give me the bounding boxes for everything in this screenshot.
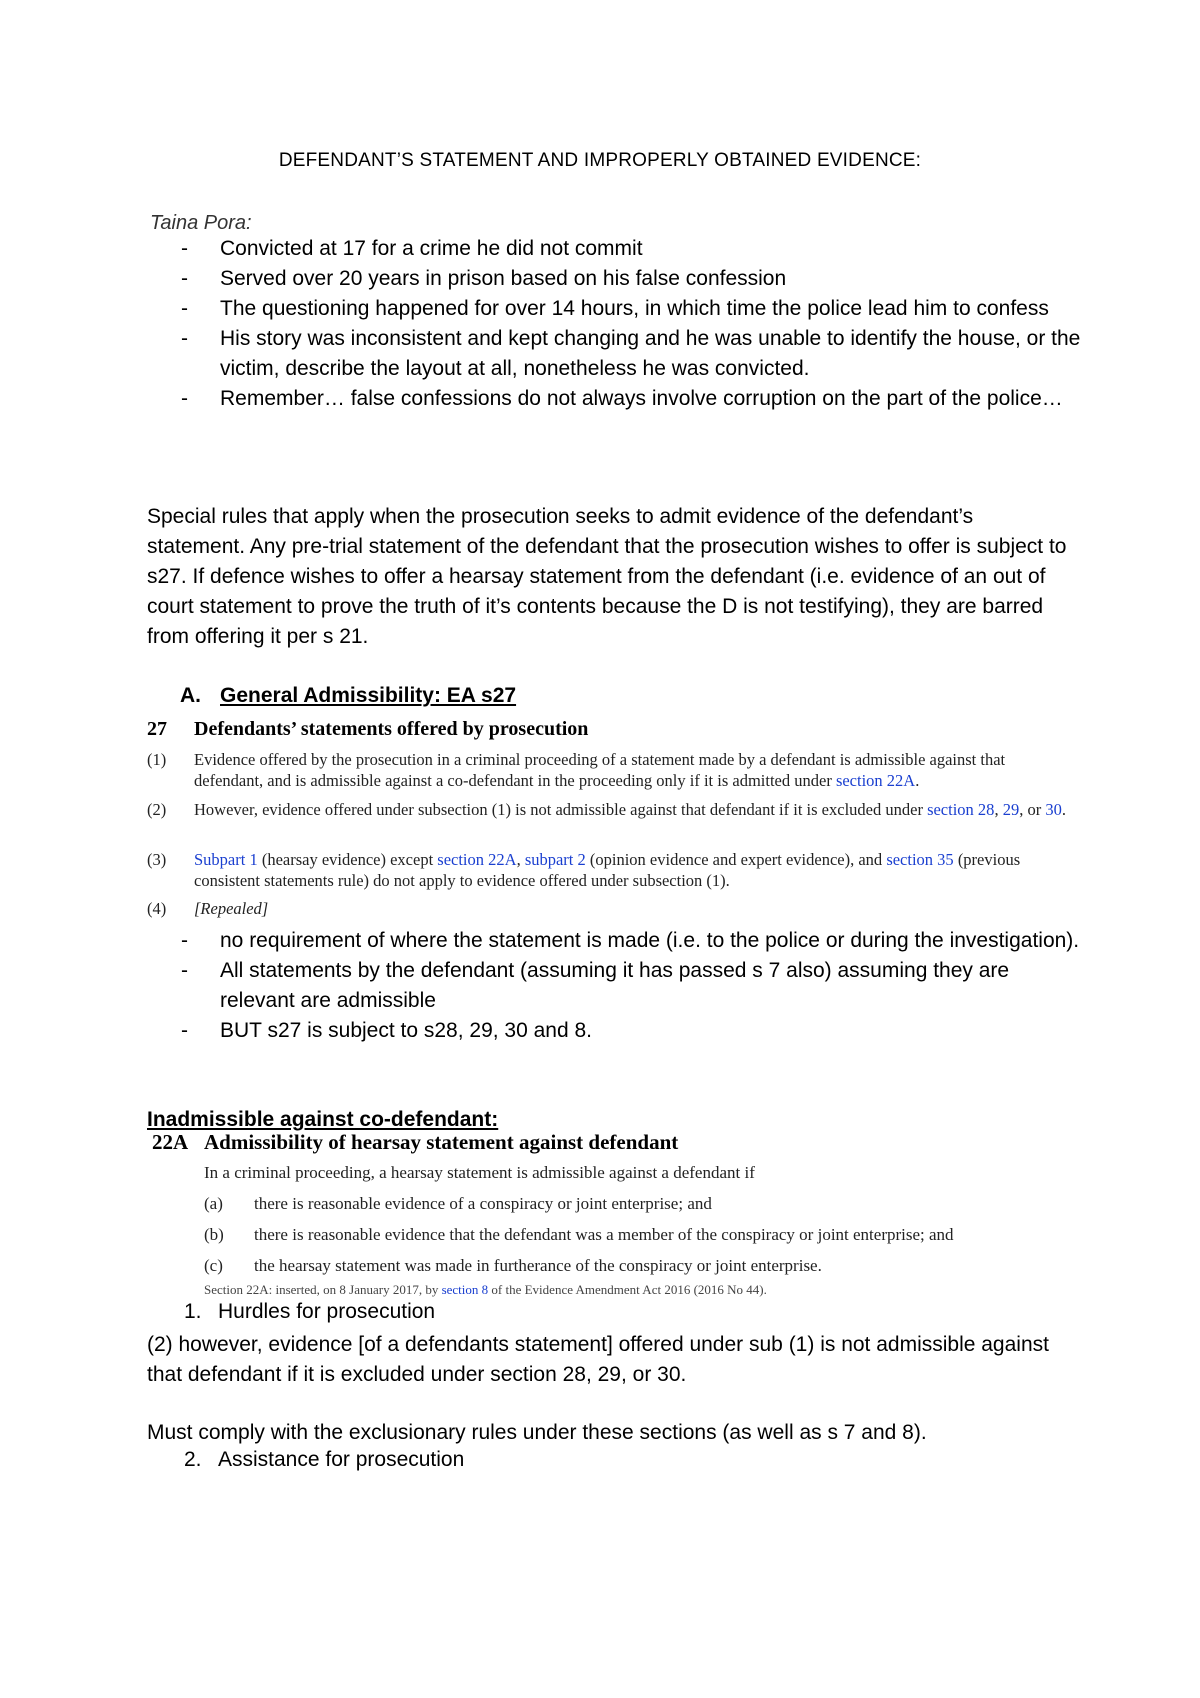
assistance-heading: 2. Assistance for prosecution [184, 1448, 465, 1471]
section-28-link[interactable]: section 28 [927, 800, 995, 819]
page-title: DEFENDANT’S STATEMENT AND IMPROPERLY OBTAINED EVIDENCE: [278, 150, 922, 171]
section-29-link[interactable]: 29 [1002, 800, 1020, 819]
document-page: DEFENDANT’S STATEMENT AND IMPROPERLY OBTAINED EVIDENCE: Taina Pora: - Convicted at 17 for a crime he did not commit - Served over 20 years in prison based on his false confession - The questioning happened for over 14 hours, in which time the police lead him to confess - His story was inconsistent and kept changing and he was unable to identify the house, or the victim, describe the layout at all, nonetheless he was convicted. - Remember… false confessions do not always involve corruption on the part of the police… Special rules that apply when the prosecution seeks to admit evidence of the defendant’s statement. Any pre-trial statement of the defendant that the prosecution wishes to offer is subject to s27. If defence wishes to offer a hearsay statement from the defendant (i.e. evidence of an out of court statement to prove the truth of it’s contents because the D is not testifying), they are barred from offering it per s 21. A. General Admissibility: EA s27 27 Defendants’ statements offered by prosecution (1) Evidence offered by the prosecution in a criminal proceeding of a statement made by a defendant is admissible against that defendant, and is admissible against a co-defendant in the proceeding only if it is admitted under section 22A. (2) However, evidence offered under subsection (1) is not admissible against that defendant if it is excluded under section 28, 29, or 30. (3) Subpart 1 (hearsay evidence) except section 22A, subpart 2 (opinion evidence and expert evidence), and section 35 (previous consistent statements rule) do not apply to evidence offered under subsection (1). (4) [Repealed] - no requirement of where the statement is made (i.e. to the police or during the investigation). - All statements by the defendant (assuming it has passed s 7 also) assuming they are relevant are admissible - BUT s27 is subject to s28, 29, 30 and 8. Inadmissible against co-defendant: 22A Admissibility of hearsay statement against defendant In a criminal proceeding, a hearsay statement is admissible against a defendant if (a) there is reasonable evidence of a conspiracy or joint enterprise; and (b) there is reasonable evidence that the defendant was a member of the conspiracy or joint enterprise; and (c) the hearsay statement was made in furtherance of the conspiracy or joint enterprise. Section 22A: inserted, on 8 January 2017, by section 8 of the Evidence Amendment Act 2016 (2016 No 44). 1. Hurdles for prosecution (2) however, evidence [of a defendants statement] offered under sub (1) is not admissible against that defendant if it is excluded under section 28, 29, or 30. Must comply with the exclusionary rules under these sections (as well as s 7 and 8). 2. Assistance for prosecution [0, 0, 1200, 1698]
section-label: General Admissibility: EA s27 [220, 684, 517, 707]
list-item: - no requirement of where the statement is made (i.e. to the police or during the investigation). [181, 929, 1080, 952]
s22a-item-c: (c) the hearsay statement was made in furtherance of the conspiracy or joint enterprise. [204, 1256, 822, 1275]
codefendant-heading: Inadmissible against co-defendant: [147, 1108, 499, 1131]
hurdles-heading: 1. Hurdles for prosecution [184, 1300, 436, 1323]
list-item: - His story was inconsistent and kept changing and he was unable to identify the house, or the victim, describe the layout at all, nonetheless he was convicted. [181, 327, 1081, 380]
section-heading-a [180, 684, 516, 708]
comply-paragraph: Must comply with the exclusionary rules under these sections (as well as s 7 and 8). [147, 1421, 927, 1444]
list-item: - Served over 20 years in prison based on his false confession [181, 267, 787, 290]
subpart-2-link[interactable]: subpart 2 [524, 850, 586, 869]
list-item: - The questioning happened for over 14 hours, in which time the police lead him to confess [181, 297, 1049, 320]
s27-bullet-list [147, 926, 1087, 1046]
s22a-title: Admissibility of hearsay statement against defendant [204, 1130, 679, 1154]
list-item: - Convicted at 17 for a crime he did not commit [181, 237, 643, 260]
list-item: - BUT s27 is subject to s28, 29, 30 and 8. [181, 1019, 593, 1042]
s22a-intro: In a criminal proceeding, a hearsay statement is admissible against a defendant if [204, 1163, 755, 1182]
section-22a-link[interactable]: section 22A [437, 850, 517, 869]
subpart-1-link[interactable]: Subpart 1 [194, 850, 258, 869]
s27-number: 27 [147, 718, 167, 740]
s22a-number: 22A [152, 1130, 189, 1154]
s22a-item-b: (b) there is reasonable evidence that the defendant was a member of the conspiracy or joint enterprise; and [204, 1225, 954, 1244]
section-30-link[interactable]: 30 [1045, 800, 1062, 819]
s22a-item-a: (a) there is reasonable evidence of a conspiracy or joint enterprise; and [204, 1194, 712, 1213]
section-35-link[interactable]: section 35 [886, 850, 954, 869]
section-22a-link[interactable]: section 22A [835, 771, 916, 790]
case-bullet-list [147, 234, 1087, 414]
hurdles-paragraph: (2) however, evidence [of a defendants statement] offered under sub (1) is not admissible against that defendant if it is excluded under section 28, 29, or 30. [147, 1333, 1049, 1386]
intro-paragraph: Special rules that apply when the prosecution seeks to admit evidence of the defendant’s statement. Any pre-trial statement of the defendant that the prosecution wishes to offer is subject to s27. If defence wishes to offer a hearsay statement from the defendant (i.e. evidence of an out of court statement to prove the truth of it’s contents because the D is not testifying), they are barred from offering it per s 21. [147, 505, 1067, 648]
case-name: Taina Pora: [150, 212, 252, 234]
list-item: - Remember… false confessions do not always involve corruption on the part of the police… [181, 387, 1063, 410]
s27-heading [147, 718, 588, 741]
s27-title: Defendants’ statements offered by prosecution [194, 718, 589, 740]
section-8-link[interactable]: section 8 [441, 1282, 489, 1297]
s22a-heading [152, 1130, 678, 1155]
s22a-history-note: Section 22A: inserted, on 8 January 2017, by section 8 of the Evidence Amendment Act 2016 (2016 No 44). [204, 1282, 767, 1297]
section-letter: A. [180, 684, 201, 707]
list-item: - All statements by the defendant (assuming it has passed s 7 also) assuming they are relevant are admissible [181, 959, 1010, 1012]
